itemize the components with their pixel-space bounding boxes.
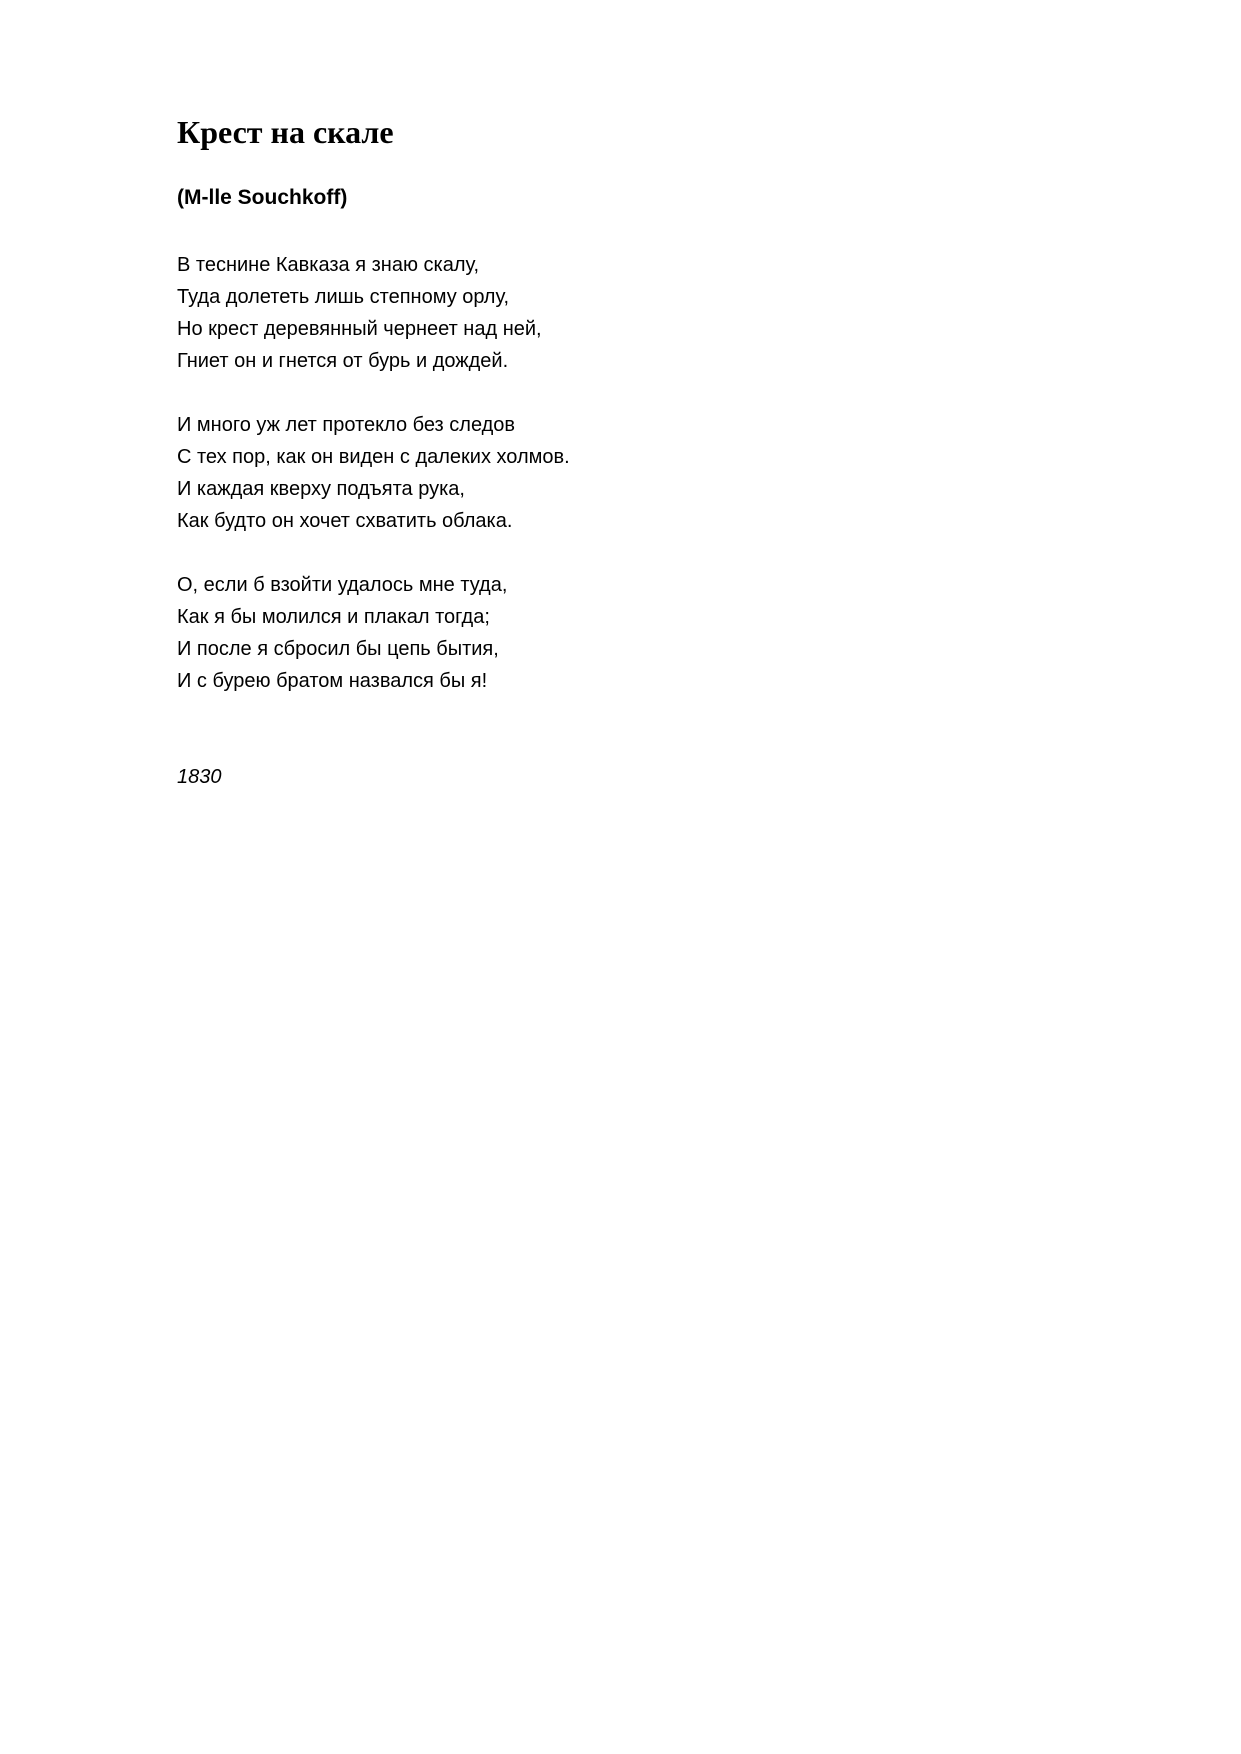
- poem-line: Как я бы молился и плакал тогда;: [177, 606, 490, 628]
- poem-body: [177, 249, 570, 729]
- poem-line: В теснине Кавказа я знаю скалу,: [177, 254, 480, 276]
- poem-line: О, если б взойти удалось мне туда,: [177, 574, 508, 596]
- poem-dedication: (M-lle Souchkoff): [177, 186, 348, 209]
- stanza-3: [177, 569, 570, 697]
- poem-year: 1830: [177, 766, 222, 788]
- poem-line: Гниет он и гнется от бурь и дождей.: [177, 350, 509, 372]
- poem-line: И много уж лет протекло без следов: [177, 414, 516, 436]
- poem-line: Но крест деревянный чернеет над ней,: [177, 318, 542, 340]
- poem-line: Туда долететь лишь степному орлу,: [177, 286, 510, 308]
- poem-line: И после я сбросил бы цепь бытия,: [177, 638, 499, 660]
- poem-title: Крест на скале: [177, 114, 394, 150]
- poem-line: И каждая кверху подъята рука,: [177, 478, 465, 500]
- stanza-2: [177, 409, 570, 537]
- poem-line: С тех пор, как он виден с далеких холмов.: [177, 446, 570, 468]
- poem-line: И с бурею братом назвался бы я!: [177, 670, 488, 692]
- stanza-1: [177, 249, 570, 377]
- poem-line: Как будто он хочет схватить облака.: [177, 510, 513, 532]
